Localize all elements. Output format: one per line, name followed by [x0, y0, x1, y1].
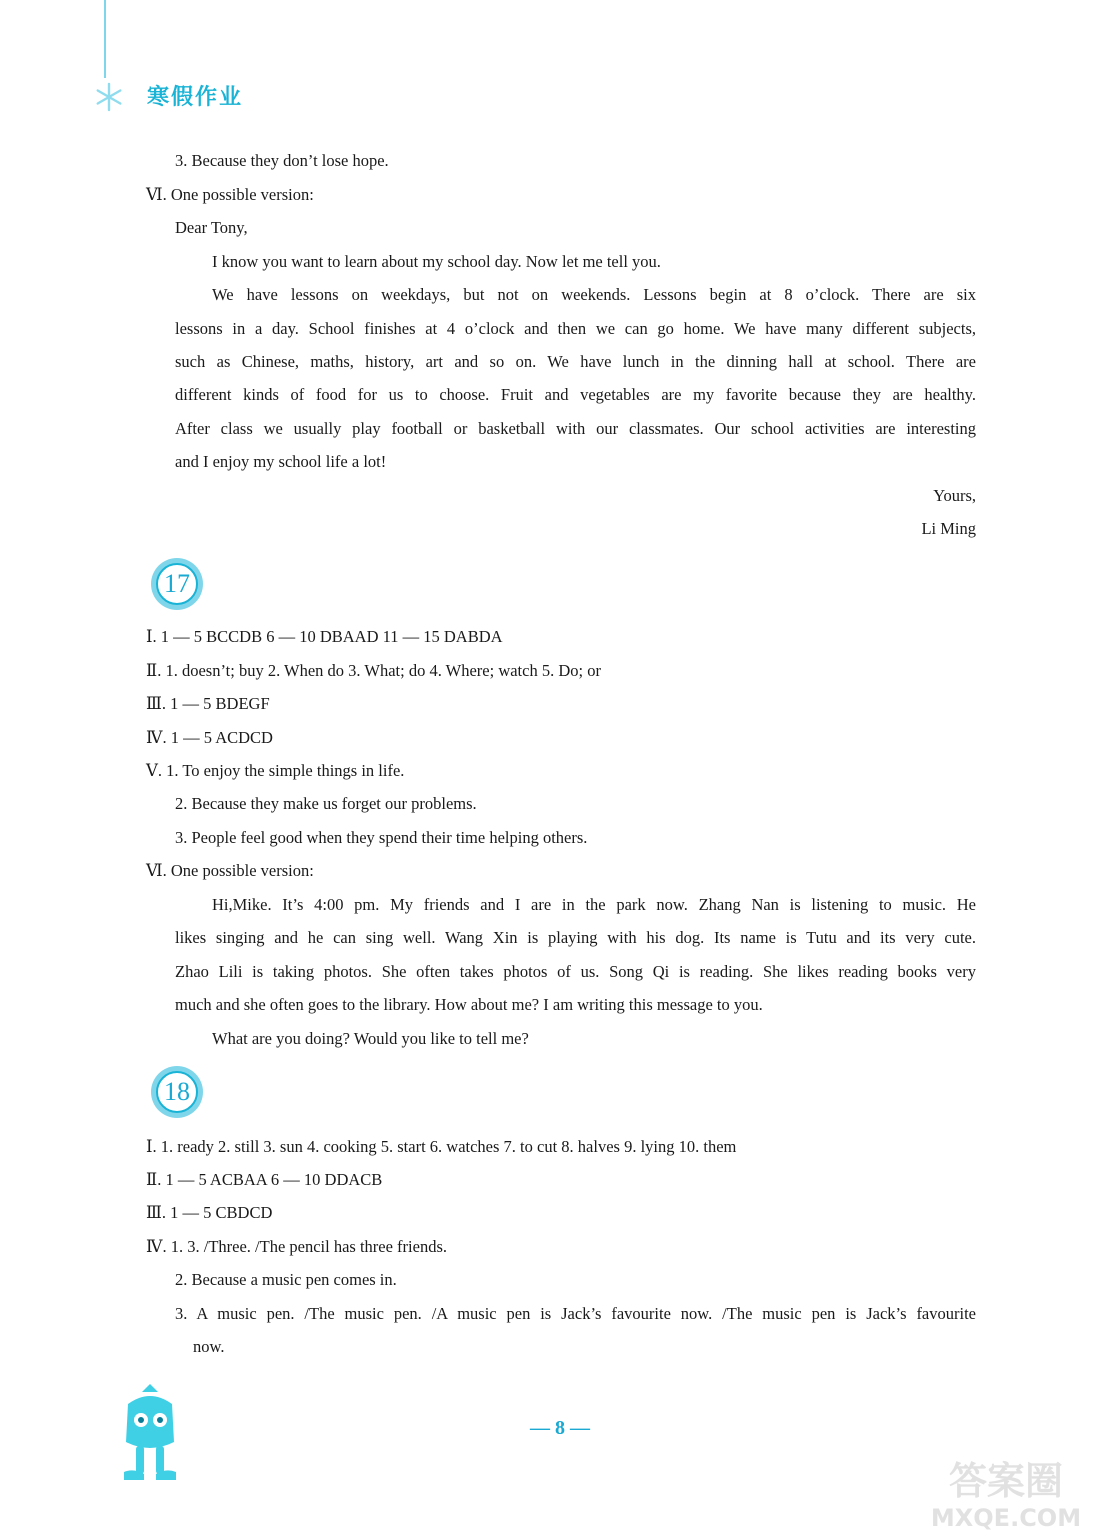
answer-line: 3. Because they don’t lose hope. [175, 151, 389, 170]
answer-line: Ⅳ. 1. 3. /Three. /The pencil has three friends. [146, 1237, 448, 1256]
answer-line: Ⅱ. 1. doesn’t; buy 2. When do 3. What; do 4. Where; watch 5. Do; or [146, 661, 601, 680]
watermark-logo [922, 1448, 1090, 1532]
header-title: 寒假作业 [147, 85, 244, 110]
answer-line: 2. Because a music pen comes in. [175, 1270, 397, 1289]
letter-closing: Yours, [933, 486, 976, 505]
answer-line: I know you want to learn about my school day. Now let me tell you. [212, 252, 661, 271]
answer-line: Ⅰ. 1 — 5 BCCDB 6 — 10 DBAAD 11 — 15 DABDA [146, 627, 503, 646]
answer-line: now. [193, 1337, 225, 1356]
answer-line: Ⅱ. 1 — 5 ACBAA 6 — 10 DDACB [146, 1170, 383, 1189]
answer-line: Ⅵ. One possible version: [146, 861, 314, 880]
answer-line: different kinds of food for us to choose. Fruit and vegetables are my favorite because they are healthy. [175, 385, 976, 404]
answer-line: 3. People feel good when they spend their time helping others. [175, 828, 588, 847]
answer-line: such as Chinese, maths, history, art and so on. We have lunch in the dinning hall at school. There are [175, 352, 976, 371]
letter-signature: Li Ming [921, 519, 976, 538]
answer-line: Ⅵ. One possible version: [146, 185, 314, 204]
answer-line: Dear Tony, [175, 218, 248, 237]
answer-line: Ⅰ. 1. ready 2. still 3. sun 4. cooking 5. start 6. watches 7. to cut 8. halves 9. lying 10. them [146, 1137, 737, 1156]
answer-line: Zhao Lili is taking photos. She often takes photos of us. Song Qi is reading. She likes reading books very [175, 962, 976, 981]
section-number: 18 [164, 1077, 190, 1106]
answer-line: lessons in a day. School finishes at 4 o’clock and then we can go home. We have many different subjects, [175, 319, 976, 338]
answer-line: Ⅲ. 1 — 5 BDEGF [146, 694, 270, 713]
answer-line: and I enjoy my school life a lot! [175, 452, 387, 471]
answer-line: Ⅲ. 1 — 5 CBDCD [146, 1203, 273, 1222]
watermark-line2: MXQE.COM [930, 1504, 1082, 1532]
answer-line: What are you doing? Would you like to tell me? [212, 1029, 529, 1048]
header-rule [104, 0, 106, 78]
answer-line: Ⅴ. 1. To enjoy the simple things in life. [146, 761, 405, 780]
snowflake-icon [94, 82, 124, 112]
answer-line: 2. Because they make us forget our problems. [175, 794, 477, 813]
watermark-line1: 答案圈 [948, 1459, 1064, 1503]
answer-line: Ⅳ. 1 — 5 ACDCD [146, 728, 273, 747]
answer-line: much and she often goes to the library. How about me? I am writing this message to you. [175, 995, 763, 1014]
answer-line: Hi,Mike. It’s 4:00 pm. My friends and I are in the park now. Zhang Nan is listening to music. He [212, 895, 976, 914]
section-18-badge [149, 1064, 205, 1120]
section-17-badge [149, 556, 205, 612]
page-number: — 8 — [530, 1417, 590, 1439]
mascot-icon [114, 1384, 186, 1484]
section-number: 17 [164, 569, 190, 598]
answer-line: We have lessons on weekdays, but not on weekends. Lessons begin at 8 o’clock. There are six [212, 285, 976, 304]
answer-line: 3. A music pen. /The music pen. /A music pen is Jack’s favourite now. /The music pen is Jack’s favourite [175, 1304, 976, 1323]
answer-line: likes singing and he can sing well. Wang Xin is playing with his dog. Its name is Tutu and its very cute. [175, 928, 976, 947]
answer-line: After class we usually play football or basketball with our classmates. Our school activities are interesting [175, 419, 976, 438]
